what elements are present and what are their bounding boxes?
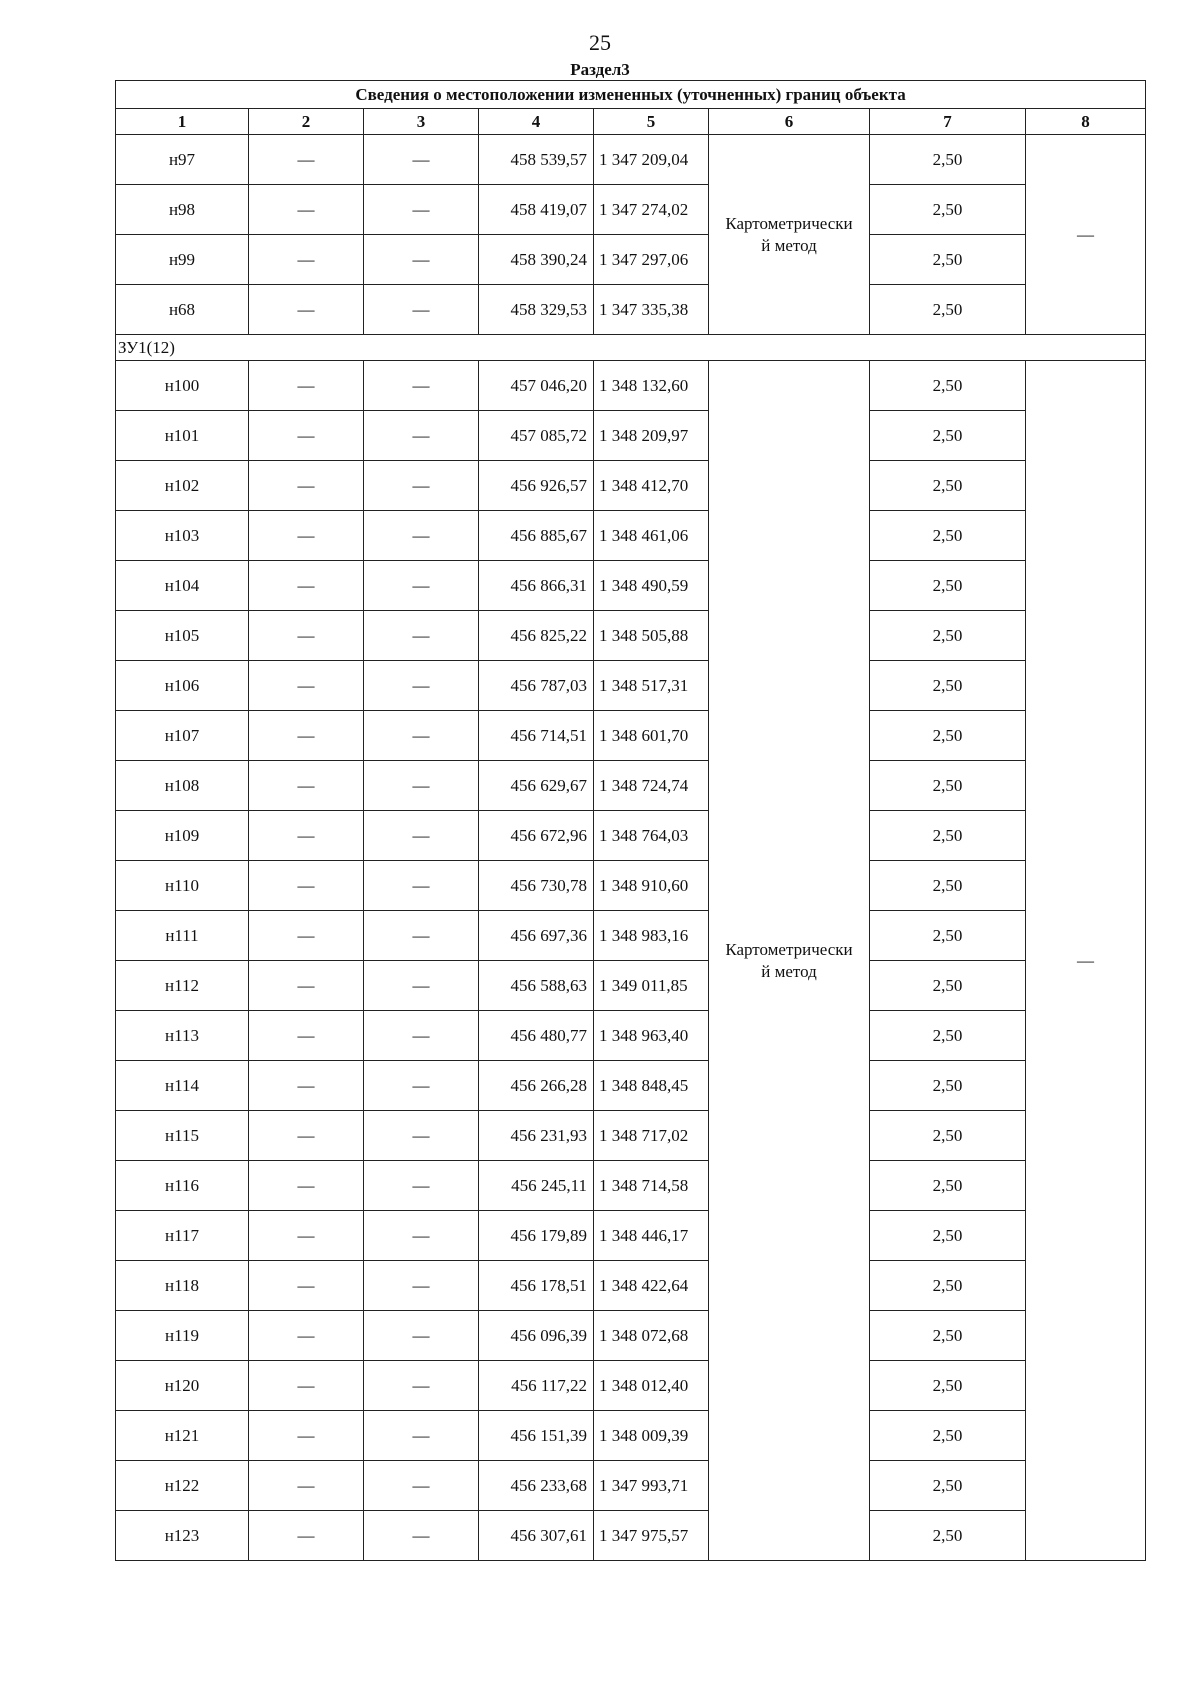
point-name-cell: н120 xyxy=(116,1361,249,1411)
x-coordinate-cell: 456 825,22 xyxy=(479,611,594,661)
accuracy-cell: 2,50 xyxy=(870,461,1026,511)
x-coordinate-cell: 456 926,57 xyxy=(479,461,594,511)
table-row xyxy=(116,185,1146,235)
accuracy-cell: 2,50 xyxy=(870,1411,1026,1461)
column-header-row xyxy=(116,109,1146,135)
dash-cell: — xyxy=(249,611,364,661)
dash-cell: — xyxy=(249,285,364,335)
dash-cell: — xyxy=(364,411,479,461)
x-coordinate-cell: 458 329,53 xyxy=(479,285,594,335)
dash-cell: — xyxy=(364,661,479,711)
accuracy-cell: 2,50 xyxy=(870,1161,1026,1211)
y-coordinate-cell: 1 347 209,04 xyxy=(594,135,709,185)
accuracy-cell: 2,50 xyxy=(870,861,1026,911)
dash-cell: — xyxy=(249,661,364,711)
dash-cell: — xyxy=(364,1111,479,1161)
method-line: й метод xyxy=(761,961,817,981)
point-name-cell: н118 xyxy=(116,1261,249,1311)
x-coordinate-cell: 456 231,93 xyxy=(479,1111,594,1161)
table-row xyxy=(116,611,1146,661)
y-coordinate-cell: 1 348 012,40 xyxy=(594,1361,709,1411)
y-coordinate-cell: 1 348 009,39 xyxy=(594,1411,709,1461)
column-header: 8 xyxy=(1026,109,1146,135)
point-name-cell: н114 xyxy=(116,1061,249,1111)
x-coordinate-cell: 458 419,07 xyxy=(479,185,594,235)
table-row xyxy=(116,711,1146,761)
accuracy-cell: 2,50 xyxy=(870,1261,1026,1311)
table-row xyxy=(116,661,1146,711)
dash-cell: — xyxy=(249,1111,364,1161)
x-coordinate-cell: 456 117,22 xyxy=(479,1361,594,1411)
y-coordinate-cell: 1 348 209,97 xyxy=(594,411,709,461)
dash-cell: — xyxy=(249,1061,364,1111)
point-name-cell: н97 xyxy=(116,135,249,185)
accuracy-cell: 2,50 xyxy=(870,185,1026,235)
dash-cell: — xyxy=(364,1511,479,1561)
dash-cell: — xyxy=(249,235,364,285)
dash-cell: — xyxy=(364,285,479,335)
accuracy-cell: 2,50 xyxy=(870,961,1026,1011)
dash-cell: — xyxy=(249,185,364,235)
table-row xyxy=(116,811,1146,861)
dash-cell: — xyxy=(249,961,364,1011)
dash-cell: — xyxy=(364,911,479,961)
table-row xyxy=(116,1361,1146,1411)
x-coordinate-cell: 457 085,72 xyxy=(479,411,594,461)
y-coordinate-cell: 1 348 848,45 xyxy=(594,1061,709,1111)
y-coordinate-cell: 1 347 274,02 xyxy=(594,185,709,235)
column-header: 4 xyxy=(479,109,594,135)
method-cell xyxy=(709,135,870,335)
dash-cell: — xyxy=(364,461,479,511)
column-header: 3 xyxy=(364,109,479,135)
dash-cell: — xyxy=(249,135,364,185)
x-coordinate-cell: 456 629,67 xyxy=(479,761,594,811)
table-row xyxy=(116,861,1146,911)
dash-cell: — xyxy=(249,711,364,761)
y-coordinate-cell: 1 348 446,17 xyxy=(594,1211,709,1261)
y-coordinate-cell: 1 348 422,64 xyxy=(594,1261,709,1311)
x-coordinate-cell: 457 046,20 xyxy=(479,361,594,411)
y-coordinate-cell: 1 348 517,31 xyxy=(594,661,709,711)
dash-cell: — xyxy=(364,861,479,911)
dash-cell: — xyxy=(364,1211,479,1261)
dash-cell: — xyxy=(249,1411,364,1461)
point-name-cell: н122 xyxy=(116,1461,249,1511)
group-row xyxy=(116,335,1146,361)
dash-cell: — xyxy=(364,1011,479,1061)
accuracy-cell: 2,50 xyxy=(870,1461,1026,1511)
point-name-cell: н117 xyxy=(116,1211,249,1261)
accuracy-cell: 2,50 xyxy=(870,285,1026,335)
y-coordinate-cell: 1 348 505,88 xyxy=(594,611,709,661)
point-name-cell: н119 xyxy=(116,1311,249,1361)
point-name-cell: н109 xyxy=(116,811,249,861)
y-coordinate-cell: 1 348 963,40 xyxy=(594,1011,709,1061)
column-header: 5 xyxy=(594,109,709,135)
accuracy-cell: 2,50 xyxy=(870,135,1026,185)
accuracy-cell: 2,50 xyxy=(870,1011,1026,1061)
dash-cell: — xyxy=(249,411,364,461)
dash-cell: — xyxy=(364,1161,479,1211)
point-name-cell: н121 xyxy=(116,1411,249,1461)
dash-cell: — xyxy=(364,135,479,185)
table-row xyxy=(116,1161,1146,1211)
point-name-cell: н104 xyxy=(116,561,249,611)
accuracy-cell: 2,50 xyxy=(870,711,1026,761)
accuracy-cell: 2,50 xyxy=(870,1061,1026,1111)
accuracy-cell: 2,50 xyxy=(870,411,1026,461)
dash-cell: — xyxy=(249,1161,364,1211)
dash-cell: — xyxy=(364,235,479,285)
accuracy-cell: 2,50 xyxy=(870,1211,1026,1261)
column8-cell: — xyxy=(1026,361,1146,1561)
y-coordinate-cell: 1 348 072,68 xyxy=(594,1311,709,1361)
table-row xyxy=(116,1311,1146,1361)
dash-cell: — xyxy=(249,761,364,811)
x-coordinate-cell: 456 730,78 xyxy=(479,861,594,911)
point-name-cell: н112 xyxy=(116,961,249,1011)
accuracy-cell: 2,50 xyxy=(870,1361,1026,1411)
table-row xyxy=(116,285,1146,335)
point-name-cell: н100 xyxy=(116,361,249,411)
accuracy-cell: 2,50 xyxy=(870,511,1026,561)
column-header: 2 xyxy=(249,109,364,135)
method-line: Картометрически xyxy=(725,939,853,959)
dash-cell: — xyxy=(364,361,479,411)
y-coordinate-cell: 1 347 975,57 xyxy=(594,1511,709,1561)
boundary-table xyxy=(115,80,1146,1561)
column-header: 6 xyxy=(709,109,870,135)
table-row xyxy=(116,1011,1146,1061)
dash-cell: — xyxy=(364,511,479,561)
column-header: 1 xyxy=(116,109,249,135)
dash-cell: — xyxy=(364,1411,479,1461)
dash-cell: — xyxy=(364,611,479,661)
y-coordinate-cell: 1 348 717,02 xyxy=(594,1111,709,1161)
table-row xyxy=(116,911,1146,961)
accuracy-cell: 2,50 xyxy=(870,1111,1026,1161)
point-name-cell: н99 xyxy=(116,235,249,285)
point-name-cell: н110 xyxy=(116,861,249,911)
table-row xyxy=(116,461,1146,511)
accuracy-cell: 2,50 xyxy=(870,1311,1026,1361)
x-coordinate-cell: 456 787,03 xyxy=(479,661,594,711)
dash-cell: — xyxy=(249,911,364,961)
accuracy-cell: 2,50 xyxy=(870,661,1026,711)
y-coordinate-cell: 1 347 993,71 xyxy=(594,1461,709,1511)
table-title: Сведения о местоположении измененных (уточненных) границ объекта xyxy=(116,81,1146,109)
y-coordinate-cell: 1 348 412,70 xyxy=(594,461,709,511)
point-name-cell: н115 xyxy=(116,1111,249,1161)
table-row xyxy=(116,1211,1146,1261)
table-row xyxy=(116,361,1146,411)
group-label: ЗУ1(12) xyxy=(116,335,1146,361)
table-row xyxy=(116,1511,1146,1561)
table-row xyxy=(116,511,1146,561)
dash-cell: — xyxy=(364,1261,479,1311)
accuracy-cell: 2,50 xyxy=(870,361,1026,411)
dash-cell: — xyxy=(364,761,479,811)
dash-cell: — xyxy=(249,1311,364,1361)
x-coordinate-cell: 458 390,24 xyxy=(479,235,594,285)
dash-cell: — xyxy=(249,461,364,511)
y-coordinate-cell: 1 348 490,59 xyxy=(594,561,709,611)
column8-cell: — xyxy=(1026,135,1146,335)
accuracy-cell: 2,50 xyxy=(870,1511,1026,1561)
table-row xyxy=(116,561,1146,611)
point-name-cell: н107 xyxy=(116,711,249,761)
section-title: Раздел3 xyxy=(570,60,630,79)
accuracy-cell: 2,50 xyxy=(870,611,1026,661)
dash-cell: — xyxy=(364,1361,479,1411)
dash-cell: — xyxy=(249,1261,364,1311)
dash-cell: — xyxy=(364,1461,479,1511)
method-line: Картометрически xyxy=(725,213,853,233)
y-coordinate-cell: 1 348 601,70 xyxy=(594,711,709,761)
dash-cell: — xyxy=(249,1511,364,1561)
y-coordinate-cell: 1 348 724,74 xyxy=(594,761,709,811)
x-coordinate-cell: 458 539,57 xyxy=(479,135,594,185)
table-row xyxy=(116,411,1146,461)
x-coordinate-cell: 456 672,96 xyxy=(479,811,594,861)
x-coordinate-cell: 456 178,51 xyxy=(479,1261,594,1311)
x-coordinate-cell: 456 885,67 xyxy=(479,511,594,561)
table-row xyxy=(116,761,1146,811)
point-name-cell: н106 xyxy=(116,661,249,711)
accuracy-cell: 2,50 xyxy=(870,911,1026,961)
x-coordinate-cell: 456 866,31 xyxy=(479,561,594,611)
x-coordinate-cell: 456 266,28 xyxy=(479,1061,594,1111)
method-cell xyxy=(709,361,870,1561)
y-coordinate-cell: 1 348 132,60 xyxy=(594,361,709,411)
x-coordinate-cell: 456 233,68 xyxy=(479,1461,594,1511)
x-coordinate-cell: 456 307,61 xyxy=(479,1511,594,1561)
dash-cell: — xyxy=(364,961,479,1011)
dash-cell: — xyxy=(249,1361,364,1411)
y-coordinate-cell: 1 348 983,16 xyxy=(594,911,709,961)
y-coordinate-cell: 1 347 297,06 xyxy=(594,235,709,285)
point-name-cell: н111 xyxy=(116,911,249,961)
x-coordinate-cell: 456 697,36 xyxy=(479,911,594,961)
point-name-cell: н101 xyxy=(116,411,249,461)
point-name-cell: н113 xyxy=(116,1011,249,1061)
accuracy-cell: 2,50 xyxy=(870,761,1026,811)
x-coordinate-cell: 456 714,51 xyxy=(479,711,594,761)
x-coordinate-cell: 456 480,77 xyxy=(479,1011,594,1061)
dash-cell: — xyxy=(249,811,364,861)
table-body xyxy=(116,135,1146,1561)
x-coordinate-cell: 456 245,11 xyxy=(479,1161,594,1211)
x-coordinate-cell: 456 588,63 xyxy=(479,961,594,1011)
x-coordinate-cell: 456 151,39 xyxy=(479,1411,594,1461)
method-line: й метод xyxy=(761,235,817,255)
y-coordinate-cell: 1 349 011,85 xyxy=(594,961,709,1011)
point-name-cell: н116 xyxy=(116,1161,249,1211)
table-row xyxy=(116,1461,1146,1511)
dash-cell: — xyxy=(249,1011,364,1061)
accuracy-cell: 2,50 xyxy=(870,811,1026,861)
x-coordinate-cell: 456 179,89 xyxy=(479,1211,594,1261)
table-row xyxy=(116,235,1146,285)
table-row xyxy=(116,1411,1146,1461)
y-coordinate-cell: 1 348 714,58 xyxy=(594,1161,709,1211)
table-row xyxy=(116,135,1146,185)
x-coordinate-cell: 456 096,39 xyxy=(479,1311,594,1361)
dash-cell: — xyxy=(249,1211,364,1261)
point-name-cell: н105 xyxy=(116,611,249,661)
dash-cell: — xyxy=(364,1061,479,1111)
dash-cell: — xyxy=(249,861,364,911)
table-row xyxy=(116,1261,1146,1311)
dash-cell: — xyxy=(364,185,479,235)
dash-cell: — xyxy=(364,811,479,861)
point-name-cell: н103 xyxy=(116,511,249,561)
accuracy-cell: 2,50 xyxy=(870,561,1026,611)
page-number: 25 xyxy=(589,30,611,55)
dash-cell: — xyxy=(249,1461,364,1511)
y-coordinate-cell: 1 347 335,38 xyxy=(594,285,709,335)
y-coordinate-cell: 1 348 910,60 xyxy=(594,861,709,911)
dash-cell: — xyxy=(364,561,479,611)
y-coordinate-cell: 1 348 764,03 xyxy=(594,811,709,861)
point-name-cell: н98 xyxy=(116,185,249,235)
dash-cell: — xyxy=(364,711,479,761)
table-row xyxy=(116,961,1146,1011)
point-name-cell: н108 xyxy=(116,761,249,811)
dash-cell: — xyxy=(249,561,364,611)
column-header: 7 xyxy=(870,109,1026,135)
point-name-cell: н123 xyxy=(116,1511,249,1561)
accuracy-cell: 2,50 xyxy=(870,235,1026,285)
point-name-cell: н68 xyxy=(116,285,249,335)
dash-cell: — xyxy=(364,1311,479,1361)
y-coordinate-cell: 1 348 461,06 xyxy=(594,511,709,561)
dash-cell: — xyxy=(249,511,364,561)
point-name-cell: н102 xyxy=(116,461,249,511)
table-row xyxy=(116,1061,1146,1111)
dash-cell: — xyxy=(249,361,364,411)
table-row xyxy=(116,1111,1146,1161)
